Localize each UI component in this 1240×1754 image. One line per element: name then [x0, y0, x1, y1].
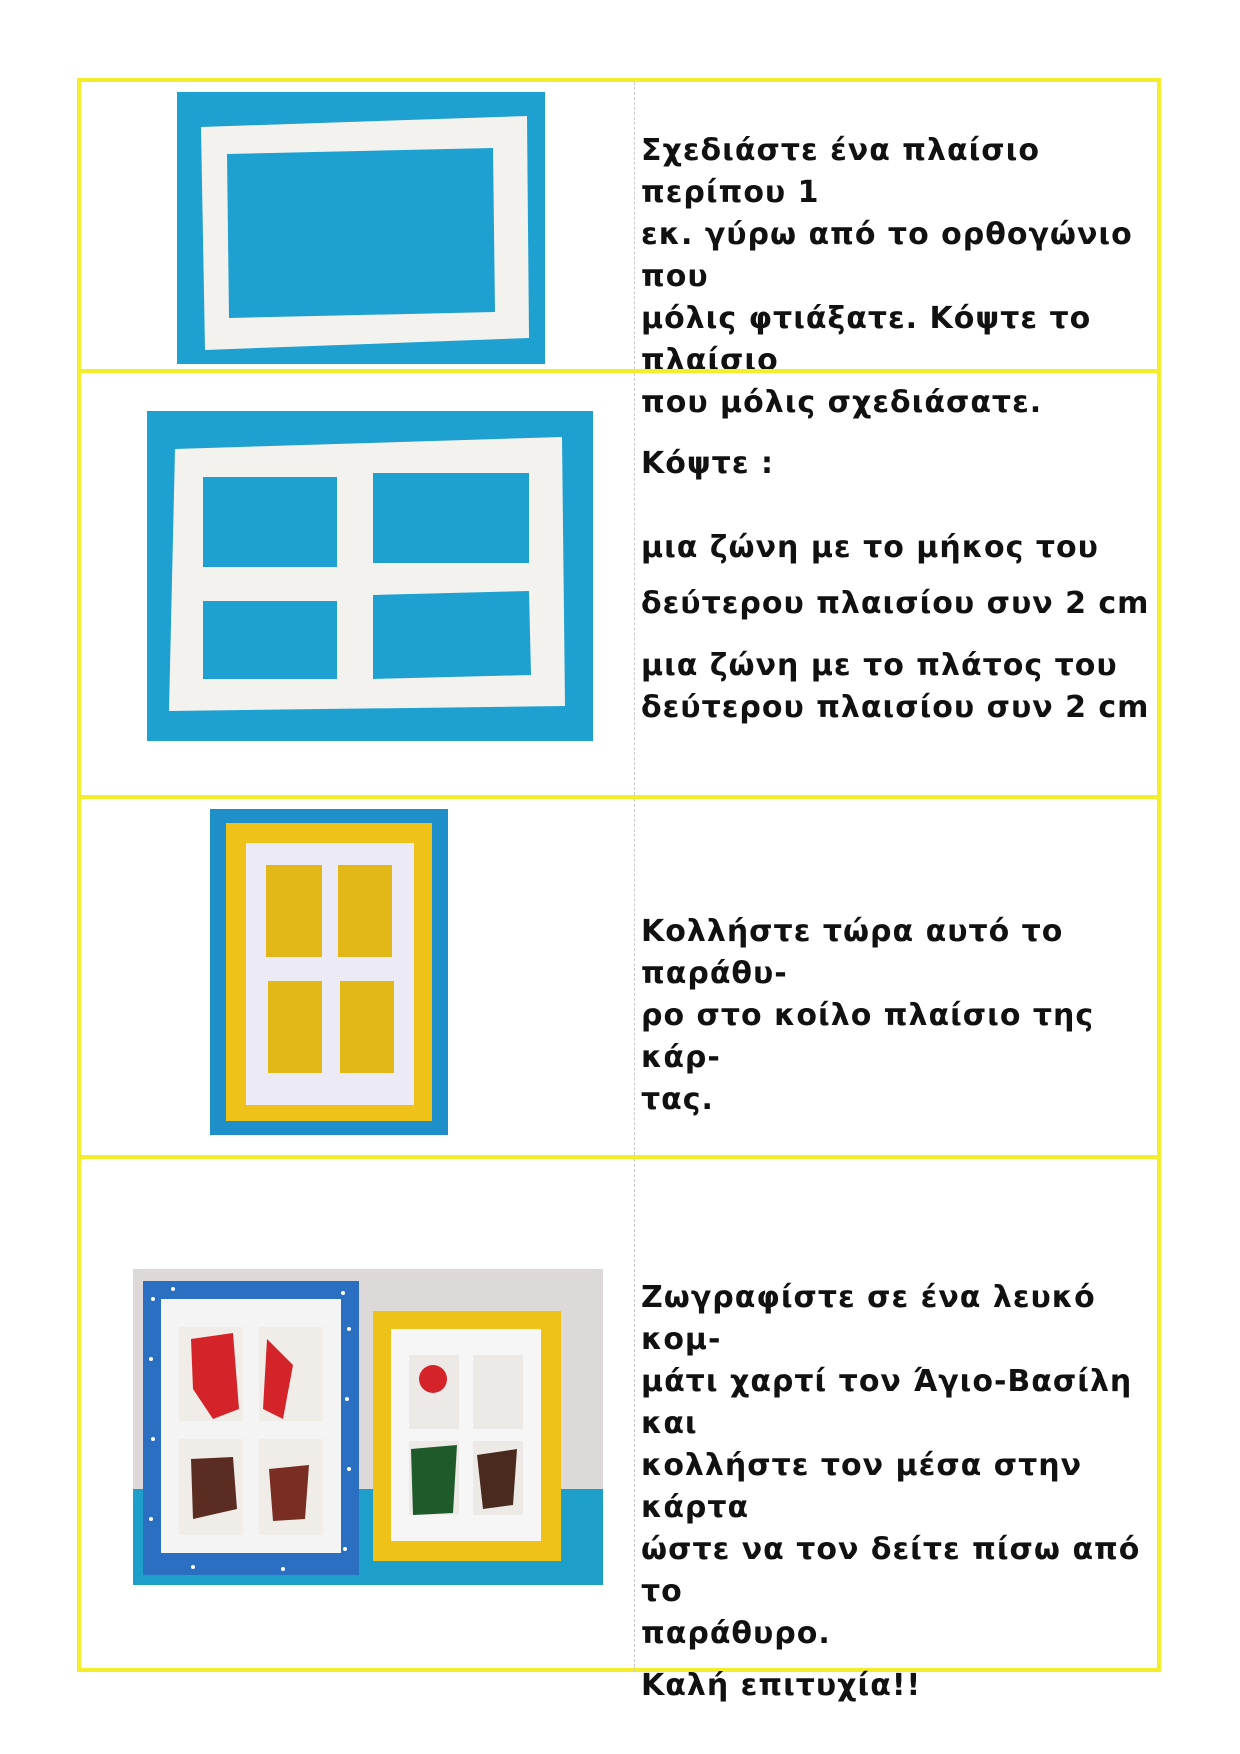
- text-line: τας.: [641, 1082, 714, 1117]
- text-line: ώστε να τον δείτε πίσω από το: [641, 1532, 1141, 1609]
- step-row-1: [81, 82, 1157, 420]
- text-line: μόλις φτιάξατε. Κόψτε το πλαίσιο: [641, 301, 1092, 378]
- finished-santa-cards-photo: [133, 1269, 603, 1585]
- text-line: δεύτερου πλαισίου συν 2 cm: [641, 586, 1150, 621]
- step-2-heading: Κόψτε :: [641, 446, 774, 481]
- text-line: μια ζώνη με το μήκος του: [641, 530, 1099, 565]
- text-line: εκ. γύρω από το ορθογώνιο που: [641, 217, 1133, 294]
- text-line: μια ζώνη με το πλάτος του: [641, 648, 1118, 683]
- text-line: δεύτερου πλαισίου συν 2 cm: [641, 690, 1150, 725]
- text-line: ρο στο κοίλο πλαίσιο της κάρ-: [641, 998, 1095, 1075]
- four-pane-window-photo: [147, 411, 593, 741]
- text-line: Ζωγραφίστε σε ένα λευκό κομ-: [641, 1280, 1096, 1357]
- text-line: Κολλήστε τώρα αυτό το παράθυ-: [641, 914, 1064, 991]
- step-2-text: [641, 443, 1151, 729]
- text-line: κολλήστε τον μέσα στην κάρτα: [641, 1448, 1083, 1525]
- step-row-3: [81, 795, 1157, 1155]
- column-divider: [634, 799, 635, 1155]
- column-divider: [634, 82, 635, 369]
- text-line: μάτι χαρτί τον Άγιο-Βασίλη και: [641, 1364, 1133, 1441]
- closing-text: Καλή επιτυχία!!: [641, 1668, 922, 1703]
- text-line: παράθυρο.: [641, 1616, 831, 1651]
- yellow-card-window-photo: [210, 809, 448, 1135]
- step-4-text: [641, 1277, 1151, 1707]
- text-line: που μόλις σχεδιάσατε.: [641, 385, 1043, 420]
- instruction-table: [77, 78, 1161, 1703]
- step-3-text: [641, 911, 1151, 1121]
- blue-frame-photo: [177, 92, 545, 364]
- step-row-4: [81, 1155, 1157, 1703]
- column-divider: [634, 373, 635, 795]
- column-divider: [634, 1159, 635, 1672]
- step-row-2: [81, 369, 1157, 795]
- text-line: Σχεδιάστε ένα πλαίσιο περίπου 1: [641, 133, 1040, 210]
